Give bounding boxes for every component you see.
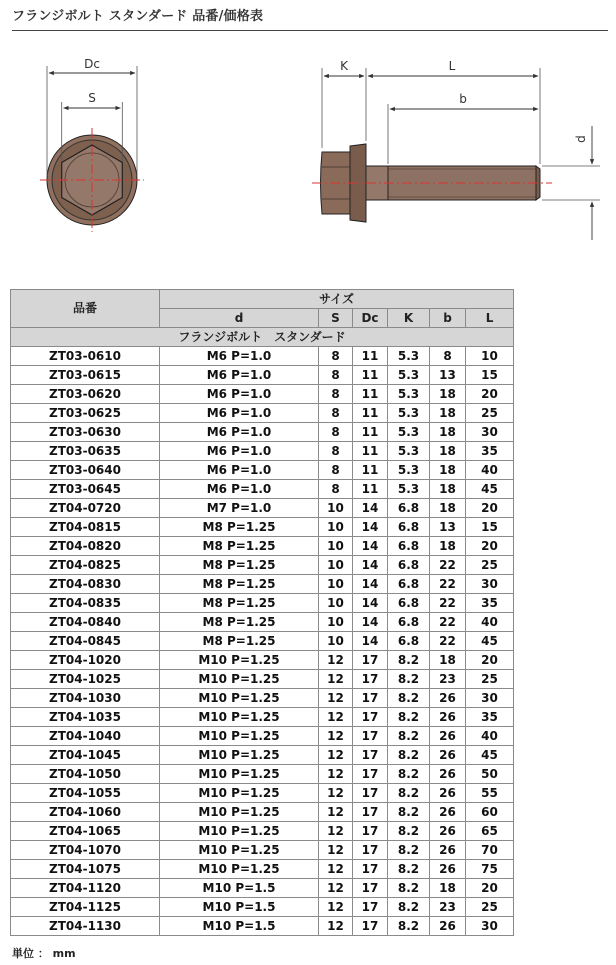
b-cell: 22 <box>430 556 466 575</box>
table-row <box>11 461 514 480</box>
part-no-cell: ZT03-0625 <box>11 404 160 423</box>
s-cell: 12 <box>319 841 353 860</box>
dc-cell: 14 <box>353 518 388 537</box>
k-cell: 8.2 <box>388 651 430 670</box>
l-cell: 40 <box>466 613 514 632</box>
part-no-cell: ZT04-1130 <box>11 917 160 936</box>
d-cell: M10 P=1.25 <box>160 784 319 803</box>
dc-cell: 17 <box>353 670 388 689</box>
d-cell: M10 P=1.25 <box>160 841 319 860</box>
header-s: S <box>319 309 353 328</box>
s-cell: 10 <box>319 556 353 575</box>
header-b: b <box>430 309 466 328</box>
b-cell: 26 <box>430 727 466 746</box>
dc-label: Dc <box>84 57 100 71</box>
k-cell: 8.2 <box>388 841 430 860</box>
part-no-cell: ZT04-0835 <box>11 594 160 613</box>
part-no-cell: ZT03-0645 <box>11 480 160 499</box>
b-cell: 26 <box>430 708 466 727</box>
table-row <box>11 822 514 841</box>
table-row <box>11 594 514 613</box>
table-row <box>11 746 514 765</box>
b-cell: 26 <box>430 822 466 841</box>
l-cell: 30 <box>466 917 514 936</box>
part-no-cell: ZT04-1060 <box>11 803 160 822</box>
b-cell: 18 <box>430 537 466 556</box>
d-cell: M8 P=1.25 <box>160 518 319 537</box>
part-no-cell: ZT04-0820 <box>11 537 160 556</box>
l-dimension <box>368 59 540 164</box>
table-row <box>11 651 514 670</box>
l-cell: 40 <box>466 727 514 746</box>
part-no-cell: ZT04-0825 <box>11 556 160 575</box>
s-cell: 12 <box>319 917 353 936</box>
b-cell: 22 <box>430 613 466 632</box>
k-cell: 8.2 <box>388 708 430 727</box>
s-cell: 10 <box>319 575 353 594</box>
part-no-cell: ZT04-1120 <box>11 879 160 898</box>
bolt-diagram <box>0 36 616 286</box>
b-cell: 13 <box>430 518 466 537</box>
d-cell: M10 P=1.25 <box>160 670 319 689</box>
b-cell: 26 <box>430 803 466 822</box>
d-cell: M10 P=1.25 <box>160 727 319 746</box>
part-no-cell: ZT03-0630 <box>11 423 160 442</box>
part-no-cell: ZT04-1070 <box>11 841 160 860</box>
l-cell: 70 <box>466 841 514 860</box>
l-cell: 25 <box>466 404 514 423</box>
d-cell: M10 P=1.25 <box>160 746 319 765</box>
s-cell: 8 <box>319 366 353 385</box>
d-cell: M8 P=1.25 <box>160 575 319 594</box>
b-cell: 18 <box>430 404 466 423</box>
title-divider <box>12 30 608 31</box>
s-cell: 8 <box>319 385 353 404</box>
s-cell: 12 <box>319 746 353 765</box>
section-row <box>11 328 514 347</box>
b-cell: 26 <box>430 689 466 708</box>
l-cell: 45 <box>466 480 514 499</box>
s-cell: 12 <box>319 708 353 727</box>
spec-table-header <box>11 290 514 328</box>
dc-cell: 17 <box>353 841 388 860</box>
s-cell: 12 <box>319 689 353 708</box>
k-cell: 8.2 <box>388 803 430 822</box>
b-cell: 18 <box>430 442 466 461</box>
d-cell: M10 P=1.5 <box>160 879 319 898</box>
table-row <box>11 708 514 727</box>
d-cell: M10 P=1.25 <box>160 708 319 727</box>
dc-cell: 17 <box>353 746 388 765</box>
section-label: フランジボルト スタンダード <box>11 328 514 347</box>
k-cell: 8.2 <box>388 689 430 708</box>
s-cell: 12 <box>319 651 353 670</box>
s-cell: 10 <box>319 499 353 518</box>
table-row <box>11 442 514 461</box>
part-no-cell: ZT03-0640 <box>11 461 160 480</box>
part-no-cell: ZT04-1040 <box>11 727 160 746</box>
b-cell: 18 <box>430 385 466 404</box>
s-cell: 12 <box>319 879 353 898</box>
table-row <box>11 670 514 689</box>
part-no-cell: ZT04-0840 <box>11 613 160 632</box>
dc-cell: 11 <box>353 347 388 366</box>
d-cell: M10 P=1.25 <box>160 860 319 879</box>
d-cell: M10 P=1.5 <box>160 898 319 917</box>
d-cell: M10 P=1.25 <box>160 822 319 841</box>
l-label: L <box>448 59 456 73</box>
l-cell: 10 <box>466 347 514 366</box>
s-cell: 8 <box>319 347 353 366</box>
k-cell: 8.2 <box>388 822 430 841</box>
dc-cell: 11 <box>353 442 388 461</box>
unit-note: 単位 ： mm <box>12 947 76 960</box>
k-cell: 8.2 <box>388 765 430 784</box>
b-cell: 18 <box>430 499 466 518</box>
s-cell: 8 <box>319 442 353 461</box>
d-cell: M6 P=1.0 <box>160 366 319 385</box>
b-cell: 22 <box>430 594 466 613</box>
dc-cell: 14 <box>353 613 388 632</box>
d-cell: M6 P=1.0 <box>160 347 319 366</box>
d-cell: M6 P=1.0 <box>160 480 319 499</box>
part-no-cell: ZT03-0635 <box>11 442 160 461</box>
b-cell: 23 <box>430 898 466 917</box>
table-row <box>11 803 514 822</box>
k-cell: 8.2 <box>388 784 430 803</box>
dc-cell: 17 <box>353 917 388 936</box>
table-row <box>11 898 514 917</box>
part-no-cell: ZT04-1030 <box>11 689 160 708</box>
part-no-cell: ZT03-0620 <box>11 385 160 404</box>
s-cell: 8 <box>319 404 353 423</box>
table-row <box>11 727 514 746</box>
d-label: d <box>574 135 588 143</box>
part-no-cell: ZT04-1125 <box>11 898 160 917</box>
l-cell: 20 <box>466 499 514 518</box>
table-row <box>11 347 514 366</box>
dc-cell: 14 <box>353 556 388 575</box>
b-cell: 18 <box>430 423 466 442</box>
dc-cell: 17 <box>353 689 388 708</box>
table-row <box>11 917 514 936</box>
s-cell: 8 <box>319 461 353 480</box>
s-cell: 10 <box>319 613 353 632</box>
b-cell: 18 <box>430 461 466 480</box>
d-cell: M6 P=1.0 <box>160 404 319 423</box>
l-cell: 15 <box>466 366 514 385</box>
k-cell: 8.2 <box>388 898 430 917</box>
l-cell: 40 <box>466 461 514 480</box>
b-cell: 26 <box>430 841 466 860</box>
l-cell: 30 <box>466 689 514 708</box>
l-cell: 35 <box>466 708 514 727</box>
header-dc: Dc <box>353 309 388 328</box>
k-cell: 5.3 <box>388 461 430 480</box>
l-cell: 20 <box>466 385 514 404</box>
d-cell: M10 P=1.25 <box>160 689 319 708</box>
table-row <box>11 841 514 860</box>
s-cell: 8 <box>319 480 353 499</box>
d-cell: M8 P=1.25 <box>160 632 319 651</box>
k-cell: 5.3 <box>388 404 430 423</box>
table-row <box>11 404 514 423</box>
dc-cell: 11 <box>353 480 388 499</box>
s-label: S <box>88 91 96 105</box>
b-cell: 18 <box>430 480 466 499</box>
k-cell: 6.8 <box>388 613 430 632</box>
l-cell: 30 <box>466 423 514 442</box>
spec-table <box>10 289 514 936</box>
dc-cell: 11 <box>353 423 388 442</box>
part-no-cell: ZT04-1050 <box>11 765 160 784</box>
table-row <box>11 556 514 575</box>
table-row <box>11 537 514 556</box>
l-cell: 60 <box>466 803 514 822</box>
table-row <box>11 385 514 404</box>
k-cell: 5.3 <box>388 385 430 404</box>
page-title: フランジボルト スタンダード 品番/価格表 <box>12 9 264 24</box>
b-cell: 22 <box>430 632 466 651</box>
d-cell: M10 P=1.25 <box>160 765 319 784</box>
dc-cell: 17 <box>353 803 388 822</box>
l-cell: 35 <box>466 594 514 613</box>
b-cell: 26 <box>430 765 466 784</box>
dc-cell: 14 <box>353 632 388 651</box>
d-cell: M8 P=1.25 <box>160 613 319 632</box>
l-cell: 35 <box>466 442 514 461</box>
d-cell: M8 P=1.25 <box>160 556 319 575</box>
d-cell: M10 P=1.25 <box>160 651 319 670</box>
b-cell: 26 <box>430 860 466 879</box>
b-cell: 26 <box>430 784 466 803</box>
dc-cell: 11 <box>353 366 388 385</box>
table-row <box>11 423 514 442</box>
b-cell: 13 <box>430 366 466 385</box>
table-row <box>11 765 514 784</box>
b-cell: 8 <box>430 347 466 366</box>
b-cell: 22 <box>430 575 466 594</box>
k-cell: 8.2 <box>388 879 430 898</box>
k-cell: 8.2 <box>388 727 430 746</box>
b-cell: 18 <box>430 879 466 898</box>
s-cell: 12 <box>319 803 353 822</box>
k-cell: 8.2 <box>388 860 430 879</box>
l-cell: 20 <box>466 651 514 670</box>
part-no-cell: ZT04-0815 <box>11 518 160 537</box>
d-cell: M8 P=1.25 <box>160 537 319 556</box>
dc-cell: 17 <box>353 898 388 917</box>
dc-cell: 17 <box>353 784 388 803</box>
l-cell: 25 <box>466 670 514 689</box>
k-cell: 6.8 <box>388 632 430 651</box>
part-no-cell: ZT04-0720 <box>11 499 160 518</box>
part-no-cell: ZT04-0830 <box>11 575 160 594</box>
d-cell: M6 P=1.0 <box>160 423 319 442</box>
dc-cell: 11 <box>353 461 388 480</box>
k-cell: 5.3 <box>388 442 430 461</box>
part-no-cell: ZT04-0845 <box>11 632 160 651</box>
s-cell: 12 <box>319 898 353 917</box>
header-k: K <box>388 309 430 328</box>
s-cell: 10 <box>319 632 353 651</box>
table-row <box>11 499 514 518</box>
dc-cell: 17 <box>353 727 388 746</box>
d-cell: M7 P=1.0 <box>160 499 319 518</box>
l-cell: 50 <box>466 765 514 784</box>
table-row <box>11 879 514 898</box>
s-cell: 8 <box>319 423 353 442</box>
k-cell: 6.8 <box>388 575 430 594</box>
s-cell: 12 <box>319 727 353 746</box>
k-label: K <box>340 59 348 73</box>
header-part-no: 品番 <box>11 290 160 328</box>
b-cell: 18 <box>430 651 466 670</box>
d-cell: M6 P=1.0 <box>160 385 319 404</box>
k-cell: 8.2 <box>388 917 430 936</box>
b-label: b <box>459 92 467 106</box>
l-cell: 65 <box>466 822 514 841</box>
l-cell: 75 <box>466 860 514 879</box>
dc-cell: 14 <box>353 499 388 518</box>
k-cell: 5.3 <box>388 480 430 499</box>
d-cell: M6 P=1.0 <box>160 442 319 461</box>
table-row <box>11 518 514 537</box>
l-cell: 45 <box>466 632 514 651</box>
s-cell: 12 <box>319 860 353 879</box>
dc-cell: 17 <box>353 765 388 784</box>
part-no-cell: ZT04-1045 <box>11 746 160 765</box>
part-no-cell: ZT04-1020 <box>11 651 160 670</box>
l-cell: 45 <box>466 746 514 765</box>
table-row <box>11 613 514 632</box>
spec-table-body <box>11 328 514 936</box>
s-cell: 12 <box>319 670 353 689</box>
table-row <box>11 632 514 651</box>
l-cell: 20 <box>466 537 514 556</box>
k-cell: 5.3 <box>388 423 430 442</box>
l-cell: 25 <box>466 556 514 575</box>
d-cell: M10 P=1.5 <box>160 917 319 936</box>
part-no-cell: ZT04-1075 <box>11 860 160 879</box>
s-cell: 12 <box>319 784 353 803</box>
table-row <box>11 575 514 594</box>
dc-cell: 17 <box>353 860 388 879</box>
b-cell: 23 <box>430 670 466 689</box>
part-no-cell: ZT04-1035 <box>11 708 160 727</box>
side-view <box>312 144 552 222</box>
dc-cell: 14 <box>353 594 388 613</box>
d-cell: M6 P=1.0 <box>160 461 319 480</box>
b-cell: 26 <box>430 746 466 765</box>
s-cell: 10 <box>319 518 353 537</box>
l-cell: 20 <box>466 879 514 898</box>
s-cell: 12 <box>319 822 353 841</box>
d-cell: M8 P=1.25 <box>160 594 319 613</box>
table-row <box>11 689 514 708</box>
part-no-cell: ZT04-1065 <box>11 822 160 841</box>
dc-cell: 11 <box>353 385 388 404</box>
b-cell: 26 <box>430 917 466 936</box>
k-cell: 6.8 <box>388 556 430 575</box>
k-cell: 5.3 <box>388 366 430 385</box>
dc-cell: 14 <box>353 537 388 556</box>
dc-cell: 17 <box>353 879 388 898</box>
part-no-cell: ZT03-0610 <box>11 347 160 366</box>
l-cell: 15 <box>466 518 514 537</box>
dc-cell: 17 <box>353 651 388 670</box>
s-cell: 10 <box>319 537 353 556</box>
table-row <box>11 480 514 499</box>
l-cell: 30 <box>466 575 514 594</box>
k-cell: 6.8 <box>388 594 430 613</box>
d-cell: M10 P=1.25 <box>160 803 319 822</box>
b-dimension <box>388 92 538 164</box>
k-cell: 8.2 <box>388 670 430 689</box>
k-cell: 6.8 <box>388 499 430 518</box>
part-no-cell: ZT04-1055 <box>11 784 160 803</box>
k-dimension <box>322 59 366 148</box>
l-cell: 25 <box>466 898 514 917</box>
dc-cell: 17 <box>353 822 388 841</box>
s-cell: 10 <box>319 594 353 613</box>
front-view <box>40 128 144 232</box>
dc-cell: 14 <box>353 575 388 594</box>
l-cell: 55 <box>466 784 514 803</box>
part-no-cell: ZT03-0615 <box>11 366 160 385</box>
k-cell: 6.8 <box>388 518 430 537</box>
header-size-group: サイズ <box>160 290 514 309</box>
table-row <box>11 860 514 879</box>
table-row <box>11 784 514 803</box>
k-cell: 8.2 <box>388 746 430 765</box>
dc-cell: 11 <box>353 404 388 423</box>
header-l: L <box>466 309 514 328</box>
part-no-cell: ZT04-1025 <box>11 670 160 689</box>
dc-cell: 17 <box>353 708 388 727</box>
s-cell: 12 <box>319 765 353 784</box>
k-cell: 5.3 <box>388 347 430 366</box>
k-cell: 6.8 <box>388 537 430 556</box>
header-d: d <box>160 309 319 328</box>
table-row <box>11 366 514 385</box>
